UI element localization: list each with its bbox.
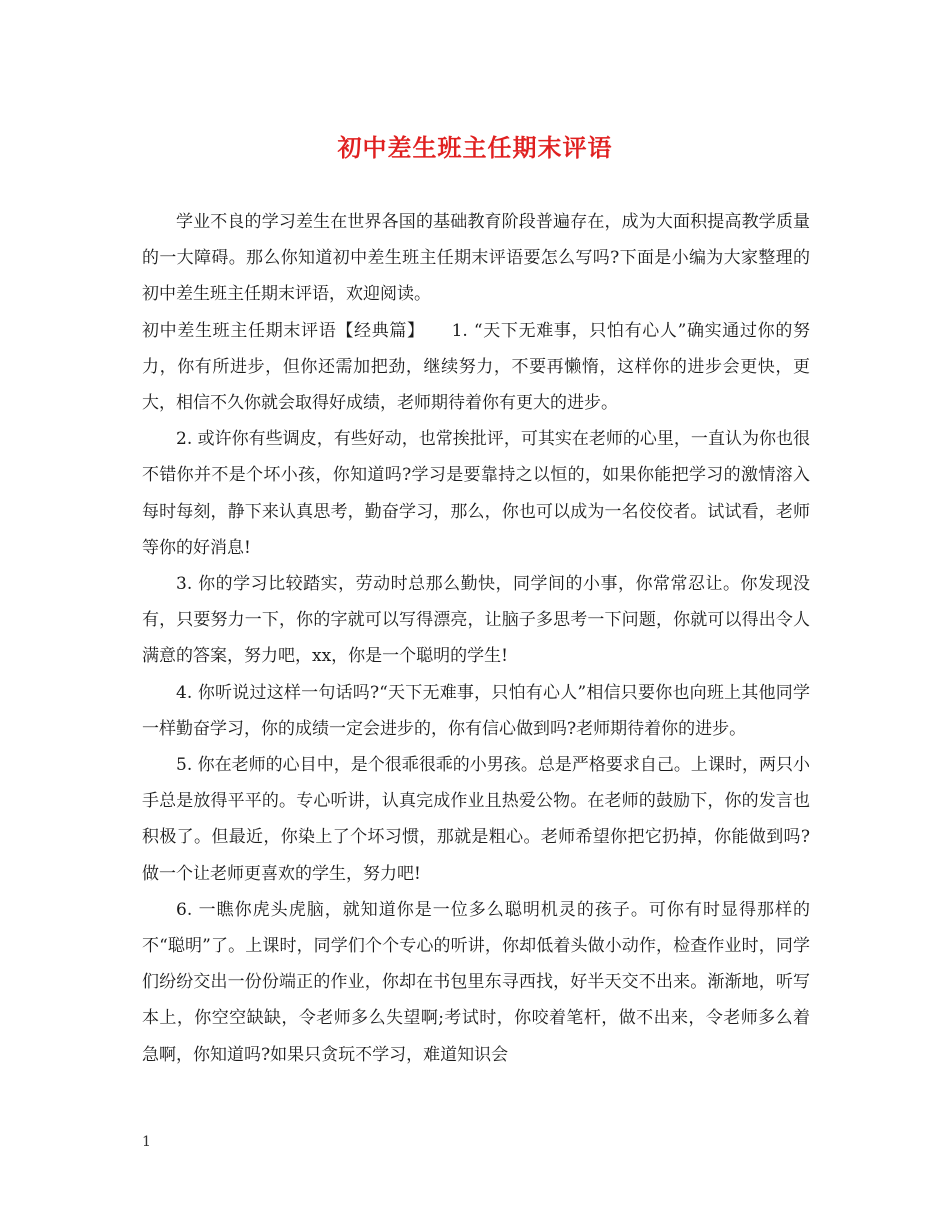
page-number: 1 bbox=[142, 1134, 151, 1150]
document-title: 初中差生班主任期末评语 bbox=[337, 133, 613, 162]
intro-paragraph: 学业不良的学习差生在世界各国的基础教育阶段普遍存在，成为大面积提高教学质量的一大障碍。那么你知道初中差生班主任期末评语要怎么写吗?下面是小编为大家整理的初中差生班主任期末评语，欢迎阅读。 bbox=[142, 212, 810, 305]
comment-paragraph-6: 6. 一瞧你虎头虎脑，就知道你是一位多么聪明机灵的孩子。可你有时显得那样的不“聪明”了。上课时，同学们个个专心的听讲，你却低着头做小动作，检查作业时，同学们纷纷交出一份份端正的作业，你却在书包里东寻西找，好半天交不出来。渐渐地，听写本上，你空空缺缺，令老师多么失望啊;考试时，你咬着笔杆，做不出来，令老师多么着急啊，你知道吗?如果只贪玩不学习，难道知识会 bbox=[142, 899, 810, 1065]
comment-paragraph-2: 2. 或许你有些调皮，有些好动，也常挨批评，可其实在老师的心里，一直认为你也很不错你并不是个坏小孩，你知道吗?学习是要靠持之以恒的，如果你能把学习的激情溶入每时每刻，静下来认真思考，勤奋学习，那么，你也可以成为一名佼佼者。试试看，老师等你的好消息! bbox=[142, 429, 810, 558]
comment-paragraph-3: 3. 你的学习比较踏实，劳动时总那么勤快，同学间的小事，你常常忍让。你发现没有，只要努力一下，你的字就可以写得漂亮，让脑子多思考一下问题，你就可以得出令人满意的答案，努力吧，xx，你是一个聪明的学生! bbox=[142, 574, 810, 667]
document-body bbox=[142, 204, 810, 1073]
comment-paragraph-4: 4. 你听说过这样一句话吗?“天下无难事，只怕有心人”相信只要你也向班上其他同学一样勤奋学习，你的成绩一定会进步的，你有信心做到吗?老师期待着你的进步。 bbox=[142, 682, 810, 739]
comment-paragraph-1: 初中差生班主任期末评语【经典篇】 1. “天下无难事，只怕有心人”确实通过你的努力，你有所进步，但你还需加把劲，继续努力，不要再懒惰，这样你的进步会更快，更大，相信不久你就会取得好成绩，老师期待着你有更大的进步。 bbox=[142, 320, 810, 414]
comment-paragraph-5: 5. 你在老师的心目中，是个很乖很乖的小男孩。总是严格要求自己。上课时，两只小手总是放得平平的。专心听讲，认真完成作业且热爱公物。在老师的鼓励下，你的发言也积极了。但最近，你染上了个坏习惯，那就是粗心。老师希望你把它扔掉，你能做到吗?做一个让老师更喜欢的学生，努力吧! bbox=[142, 755, 810, 884]
